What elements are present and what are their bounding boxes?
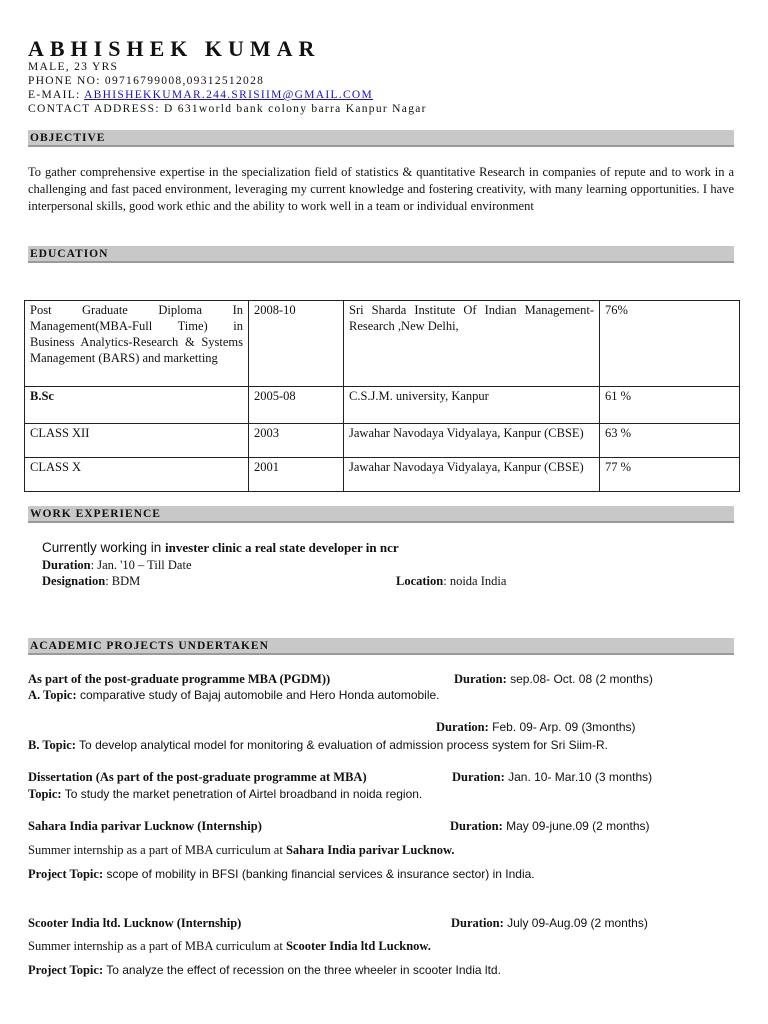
project-3-title-line <box>28 769 734 785</box>
project-3-topic: Topic: To study the market penetration of Airtel broadband in noida region. <box>28 787 423 801</box>
table-cell-course: CLASS X <box>25 458 249 492</box>
project-1-title-line <box>28 671 734 687</box>
contact-address: CONTACT ADDRESS: D 631world bank colony barra Kanpur Nagar <box>28 103 427 115</box>
table-cell-year: 2008-10 <box>249 301 344 387</box>
project-5-duration: Duration: July 09-Aug.09 (2 months) <box>451 916 648 930</box>
email-link[interactable]: ABHISHEKKUMAR.244.SRISIIM@GMAIL.COM <box>84 89 374 101</box>
table-cell-institute: Jawahar Navodaya Vidyalaya, Kanpur (CBSE) <box>344 424 600 458</box>
project-4-duration: Duration: May 09-june.09 (2 months) <box>450 819 650 833</box>
table-cell-score: 61 % <box>600 387 740 424</box>
table-cell-institute: Jawahar Navodaya Vidyalaya, Kanpur (CBSE) <box>344 458 600 492</box>
project-5-title-line <box>28 915 734 931</box>
table-cell-course: CLASS XII <box>25 424 249 458</box>
project-5-summary: Summer internship as a part of MBA curriculum at Scooter India ltd Lucknow. <box>28 939 431 953</box>
education-heading: EDUCATION <box>28 246 734 263</box>
project-4-summary: Summer internship as a part of MBA curriculum at Sahara India parivar Lucknow. <box>28 843 455 857</box>
table-cell-score: 76% <box>600 301 740 387</box>
table-cell-course: B.Sc <box>25 387 249 424</box>
project-5-topic: Project Topic: To analyze the effect of recession on the three wheeler in scooter India ltd. <box>28 963 501 977</box>
project-1-title: As part of the post-graduate programme MBA (PGDM)) <box>28 672 331 686</box>
projects-heading: ACADEMIC PROJECTS UNDERTAKEN <box>28 638 734 655</box>
phone-number: PHONE NO: 09716799008,09312512028 <box>28 75 265 87</box>
table-cell-institute: C.S.J.M. university, Kanpur <box>344 387 600 424</box>
table-row <box>25 387 740 424</box>
project-4-topic: Project Topic: scope of mobility in BFSI (banking financial services & insurance sector) in India. <box>28 867 535 881</box>
table-cell-score: 63 % <box>600 424 740 458</box>
email-label: E-MAIL: <box>28 89 85 101</box>
table-cell-year: 2005-08 <box>249 387 344 424</box>
objective-text: To gather comprehensive expertise in the specialization field of statistics & quantitative Research in companies of repute and to work in a challenging and fast paced environment, leveraging my current knowledge and fostering creativity, with many learning opportunities. I have interpersonal skills, good work ethic and the ability to work well in a team or individual environment <box>28 165 734 213</box>
objective-heading: OBJECTIVE <box>28 130 734 147</box>
project-4-title: Sahara India parivar Lucknow (Internship) <box>28 819 262 833</box>
current-job-prefix: Currently working in <box>42 540 166 555</box>
project-4-title-line <box>28 818 734 834</box>
project-3-title: Dissertation (As part of the post-graduate programme at MBA) <box>28 770 367 784</box>
table-cell-institute: Sri Sharda Institute Of Indian Management-Research ,New Delhi, <box>344 301 600 387</box>
table-row <box>25 424 740 458</box>
table-row <box>25 458 740 492</box>
project-1-topic: A. Topic: comparative study of Bajaj automobile and Hero Honda automobile. <box>28 688 440 702</box>
candidate-name: ABHISHEK KUMAR <box>28 36 321 61</box>
email-line <box>28 88 373 102</box>
current-job <box>42 540 399 556</box>
table-cell-year: 2003 <box>249 424 344 458</box>
gender-age: MALE, 23 YRS <box>28 61 119 73</box>
work-location: Location: noida India <box>396 574 507 588</box>
current-company: invester clinic a real state developer in ncr <box>165 540 399 555</box>
work-experience-heading: WORK EXPERIENCE <box>28 506 734 523</box>
table-row <box>25 301 740 387</box>
project-3-duration: Duration: Jan. 10- Mar.10 (3 months) <box>452 770 653 784</box>
project-2-duration: Duration: Feb. 09- Arp. 09 (3months) <box>436 720 636 734</box>
project-5-title: Scooter India ltd. Lucknow (Internship) <box>28 916 242 930</box>
table-cell-score: 77 % <box>600 458 740 492</box>
work-duration: Duration: Jan. '10 – Till Date <box>42 558 192 572</box>
work-designation: Designation: BDM <box>42 574 141 588</box>
education-table <box>24 300 740 492</box>
project-1-duration: Duration: sep.08- Oct. 08 (2 months) <box>454 672 653 686</box>
table-cell-course: Post Graduate Diploma In Management(MBA-Full Time) in Business Analytics-Research & Systems Management (BARS) and marketting <box>25 301 249 387</box>
table-cell-year: 2001 <box>249 458 344 492</box>
project-2-topic: B. Topic: To develop analytical model for monitoring & evaluation of admission process system for Sri Siim-R. <box>28 738 608 752</box>
